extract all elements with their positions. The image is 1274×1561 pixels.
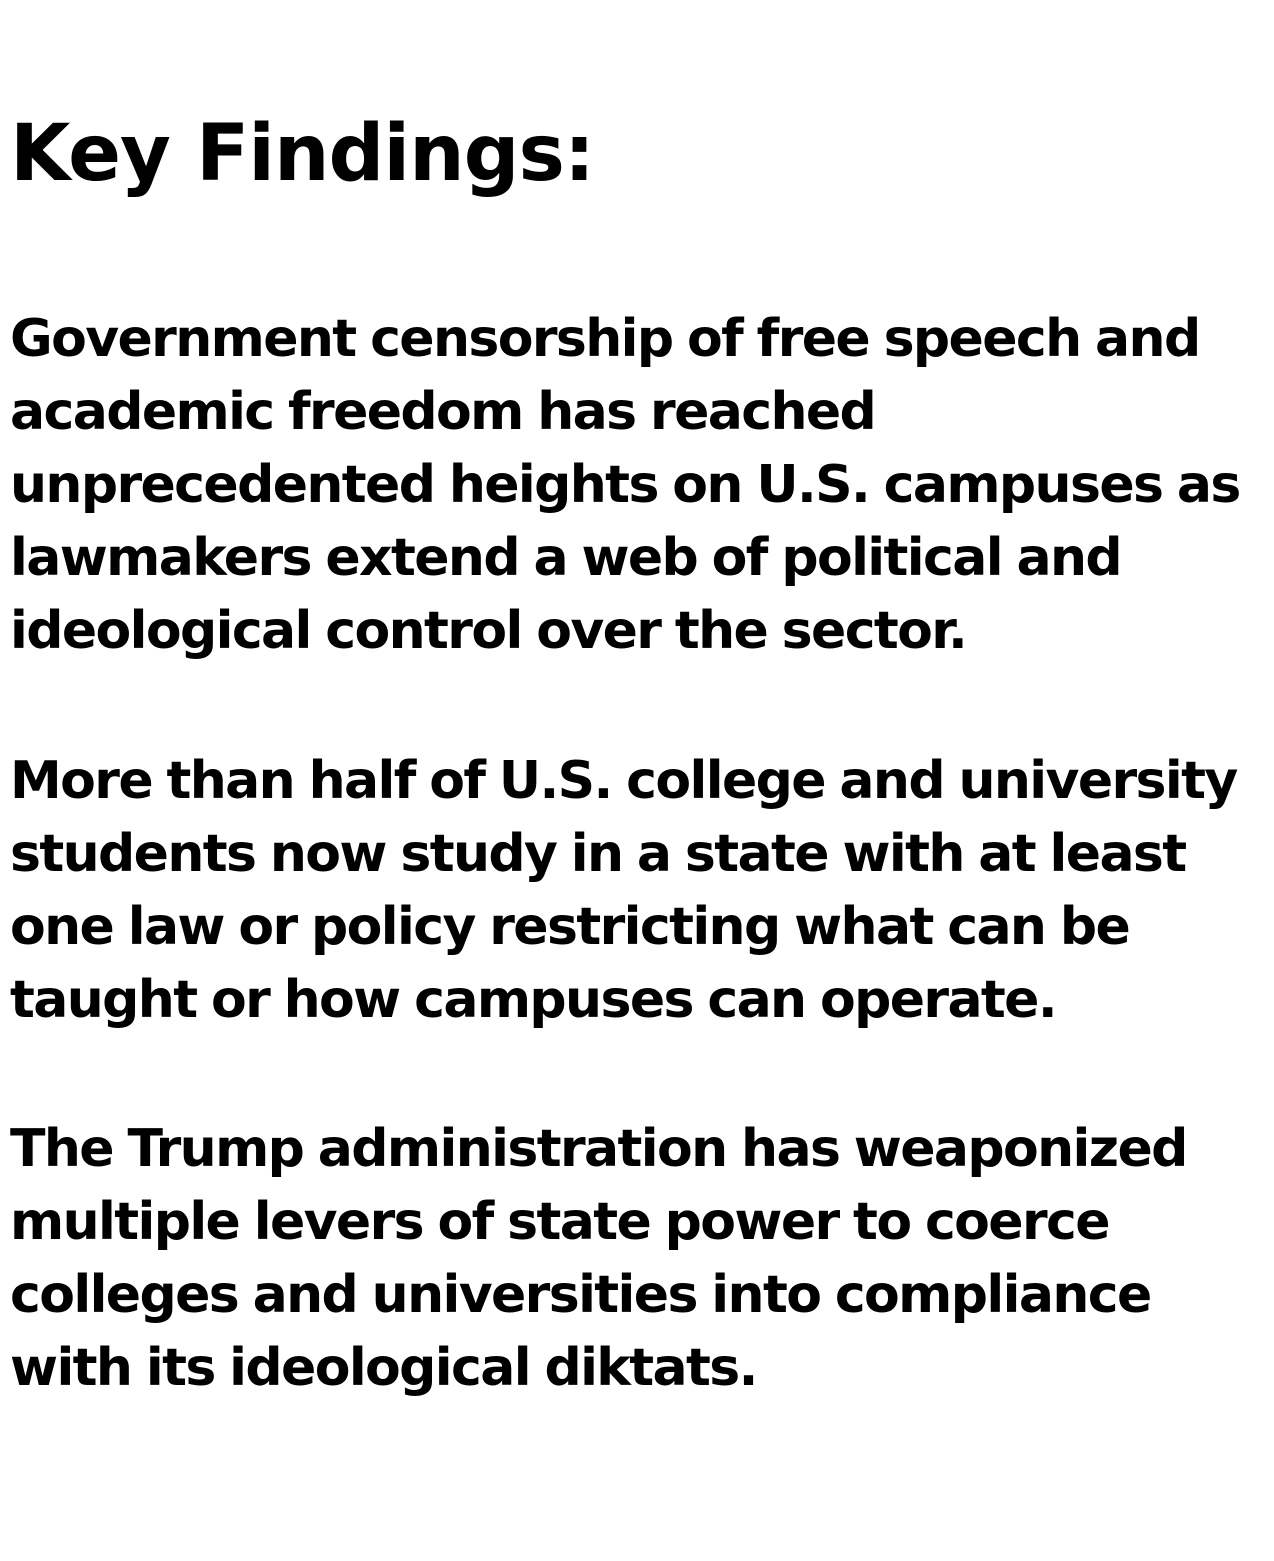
finding-paragraph-1: Government censorship of free speech and academic freedom has reached unprecedented heights on U.S. campuses as lawmakers extend a web of political and ideological control over the sector. (10, 309, 1240, 661)
finding-paragraph-2: More than half of U.S. college and university students now study in a state with at least one law or policy restricting what can be taught or how campuses can operate. (10, 751, 1237, 1030)
page-title: Key Findings: (10, 109, 595, 199)
finding-paragraph-3: The Trump administration has weaponized multiple levers of state power to coerce colleges and universities into compliance with its ideological diktats. (10, 1119, 1187, 1398)
